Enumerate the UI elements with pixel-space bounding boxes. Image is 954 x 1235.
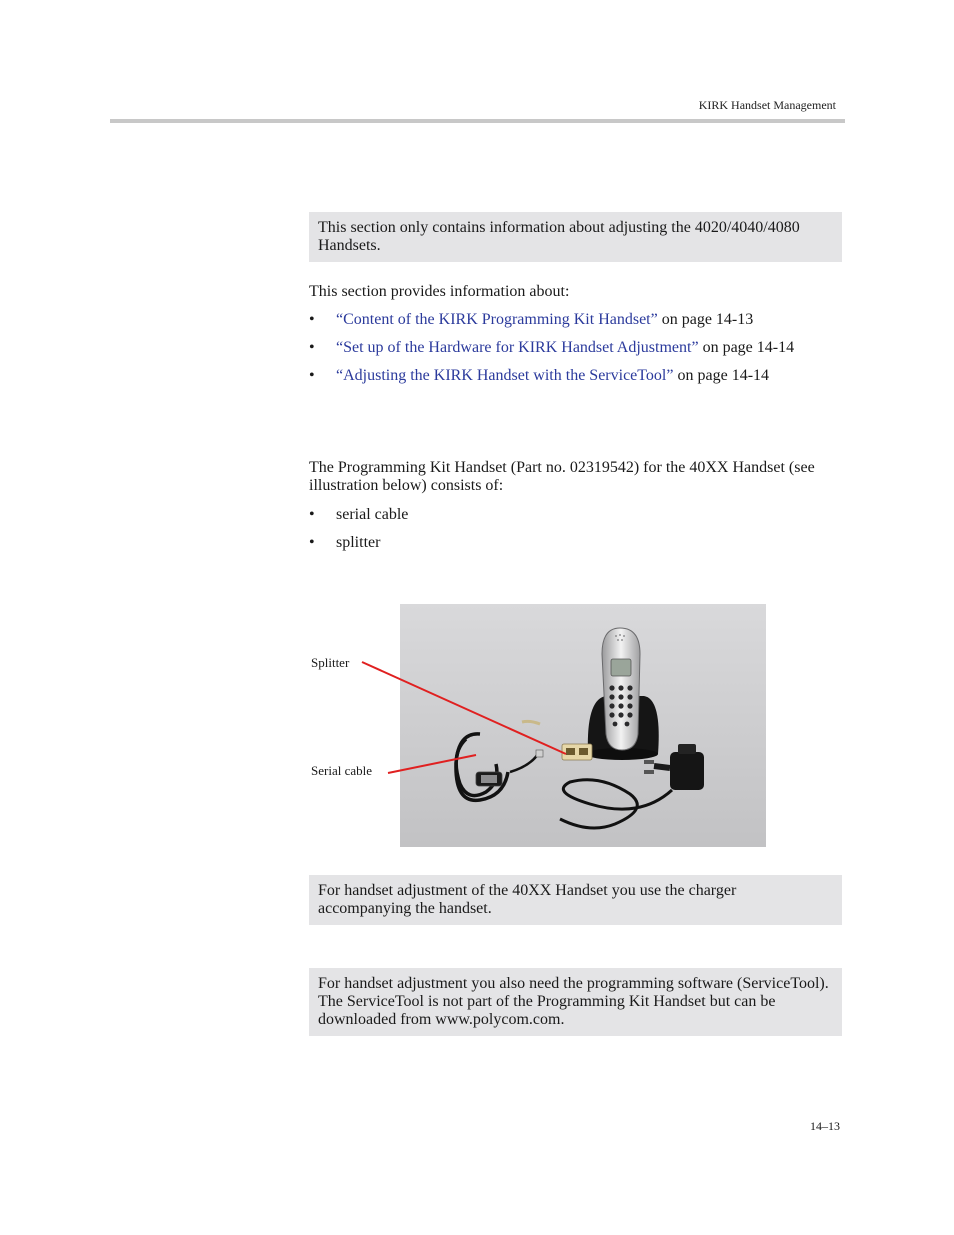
kit-items-list	[309, 506, 408, 562]
kit-item-text: splitter	[336, 534, 381, 551]
toc-page-ref: on page 14-14	[673, 367, 770, 384]
toc-link[interactable]: “Adjusting the KIRK Handset with the ServiceTool”	[336, 367, 674, 384]
note-software: For handset adjustment you also need the programming software (ServiceTool). The ServiceTool is not part of the Programming Kit Handset but can be downloaded from www.polycom.com.	[309, 968, 842, 1036]
note-charger: For handset adjustment of the 40XX Handset you use the charger accompanying the handset.	[309, 875, 842, 925]
note-scope: This section only contains information about adjusting the 4020/4040/4080 Handsets.	[309, 212, 842, 262]
bullet: •	[309, 534, 315, 551]
splitter-label: Splitter	[311, 655, 350, 670]
bullet: •	[309, 506, 315, 523]
toc-item	[309, 339, 794, 367]
kit-photo	[400, 604, 766, 847]
handset-phone	[602, 628, 640, 750]
list-item	[309, 506, 408, 534]
toc-item	[309, 367, 794, 395]
kit-photo-illustration	[400, 604, 766, 847]
kit-item-text: serial cable	[336, 506, 409, 523]
serial-cable-label: Serial cable	[311, 763, 372, 778]
bullet: •	[309, 311, 315, 328]
toc-link[interactable]: “Set up of the Hardware for KIRK Handset Adjustment”	[336, 339, 699, 356]
header-rule	[110, 119, 845, 123]
kit-description: The Programming Kit Handset (Part no. 02319542) for the 40XX Handset (see illustration below) consists of:	[309, 459, 815, 494]
bullet: •	[309, 339, 315, 356]
toc-list	[309, 311, 794, 395]
bullet: •	[309, 367, 315, 384]
running-header: KIRK Handset Management	[698, 98, 836, 112]
toc-page-ref: on page 14-13	[657, 311, 754, 328]
toc-page-ref: on page 14-14	[698, 339, 795, 356]
page-number: 14–13	[810, 1119, 840, 1133]
toc-link[interactable]: “Content of the KIRK Programming Kit Handset”	[336, 311, 658, 328]
intro-text: This section provides information about:	[309, 283, 570, 300]
list-item	[309, 534, 408, 562]
toc-item	[309, 311, 794, 339]
